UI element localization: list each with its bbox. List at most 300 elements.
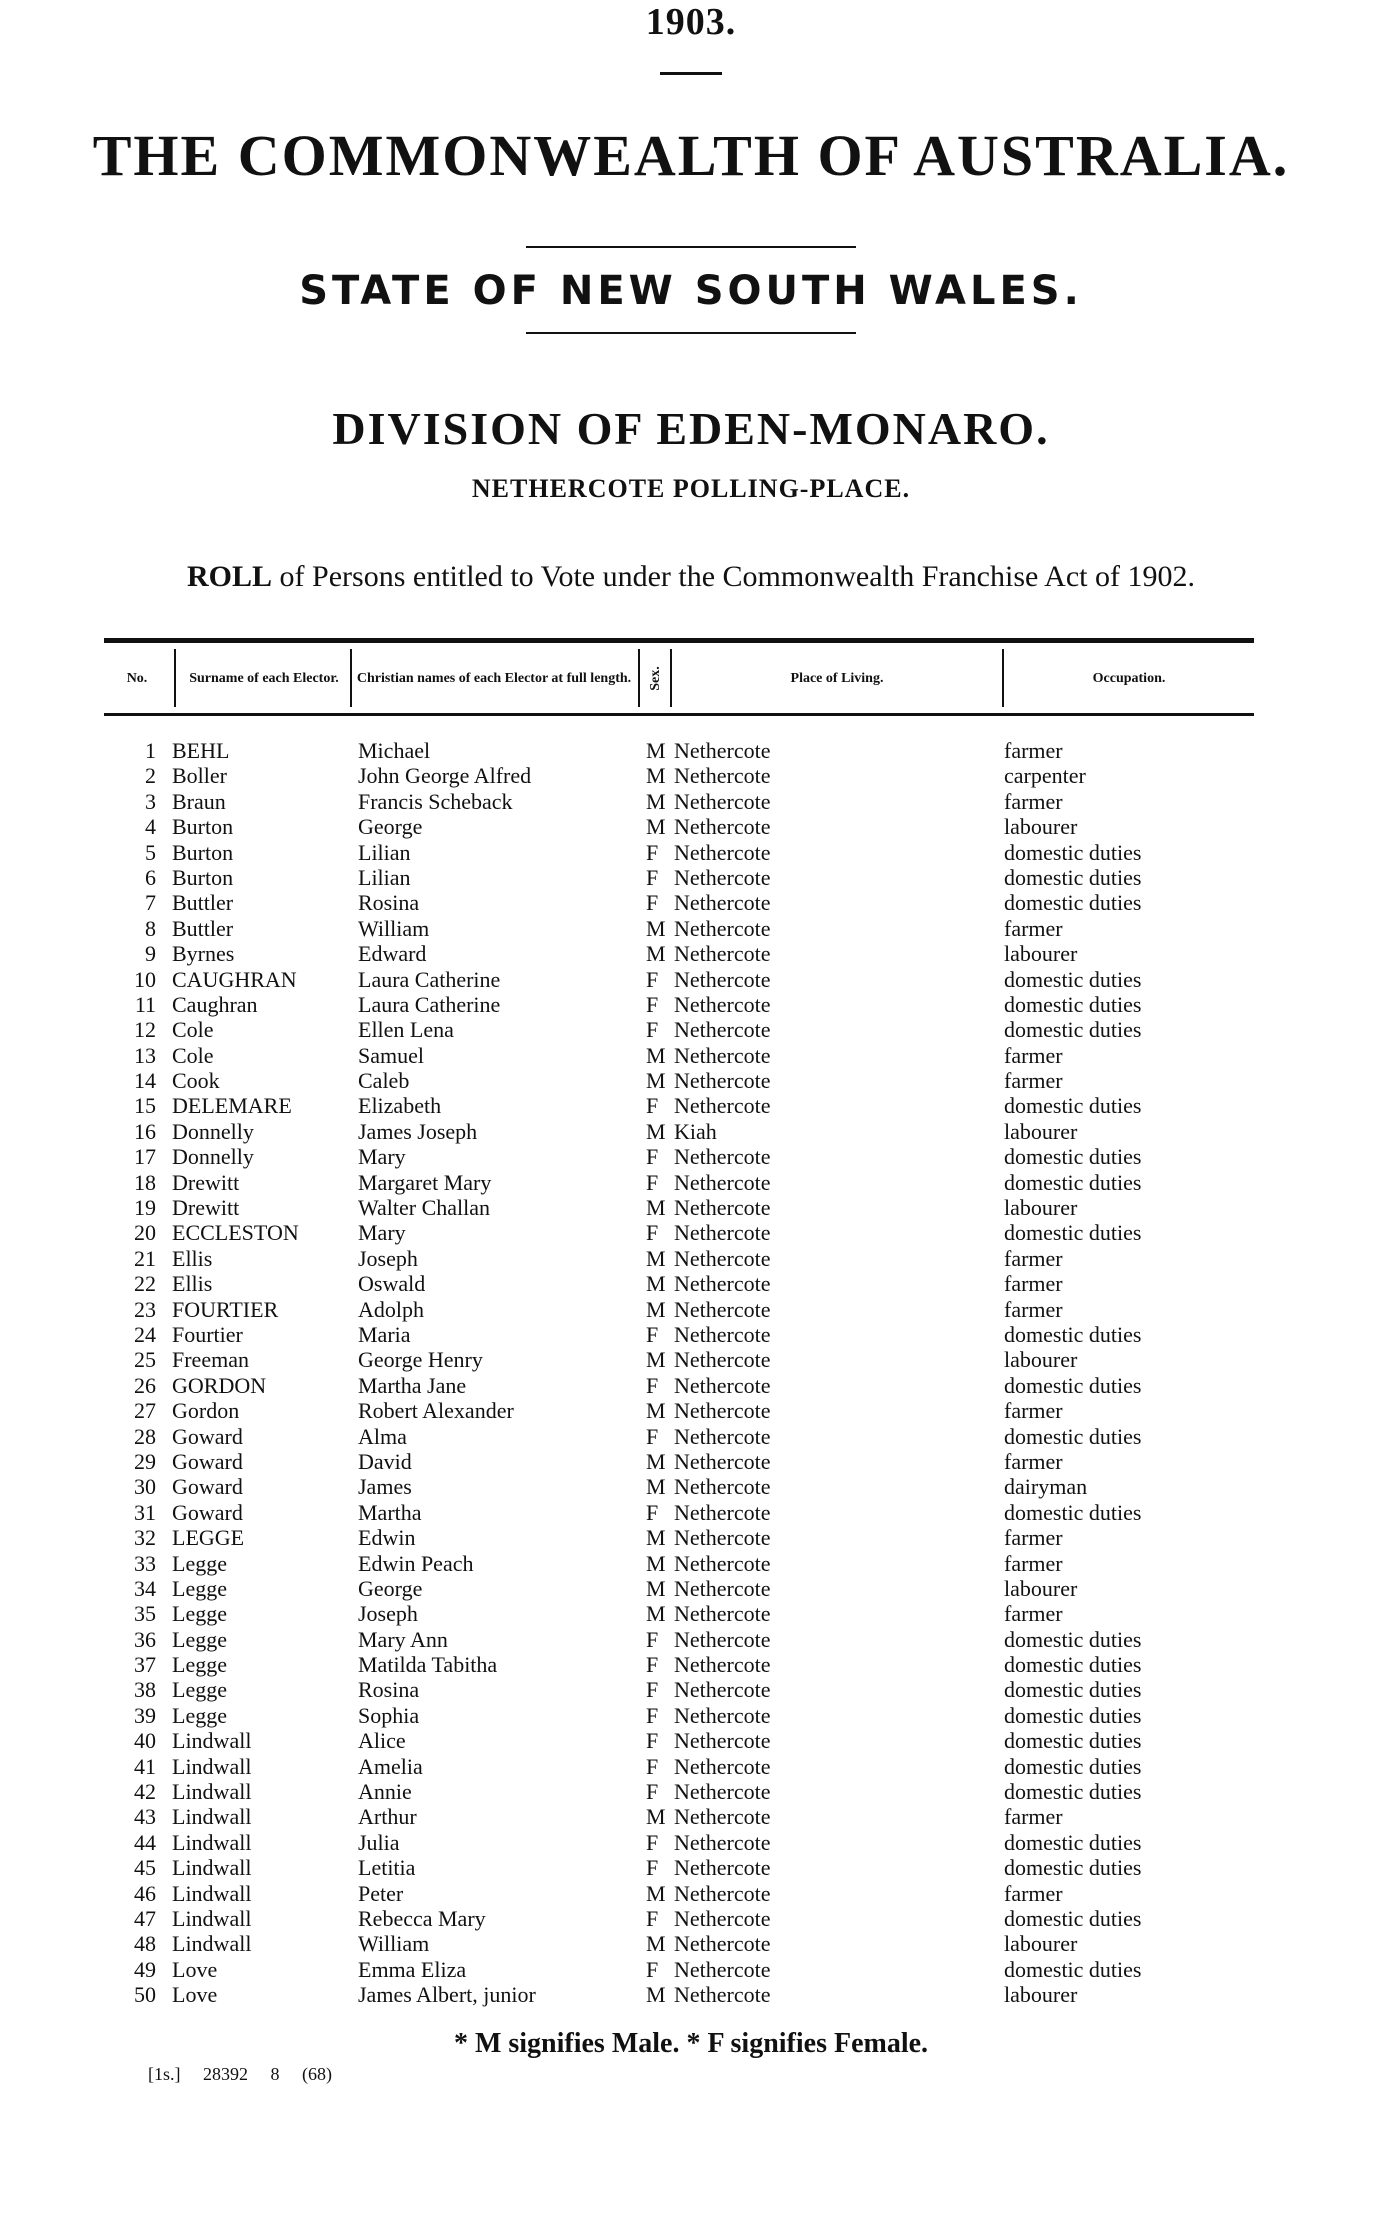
row-christian-names: Martha Jane [358, 1372, 467, 1398]
table-row [104, 1246, 1254, 1271]
row-christian-names: Alma [358, 1423, 407, 1449]
row-sex: M [646, 1296, 666, 1322]
row-occupation: carpenter [1004, 763, 1086, 789]
roll-word: ROLL [187, 560, 273, 593]
row-occupation: domestic duties [1004, 1321, 1142, 1347]
row-number: 34 [134, 1575, 156, 1601]
row-number: 44 [134, 1829, 156, 1855]
row-christian-names: Rosina [358, 1677, 420, 1703]
table-row [104, 1627, 1254, 1652]
table-row [104, 840, 1254, 865]
table-row [104, 1347, 1254, 1372]
row-surname: Freeman [172, 1347, 249, 1373]
row-number: 27 [134, 1398, 156, 1424]
row-occupation: domestic duties [1004, 1905, 1142, 1931]
row-place-of-living: Nethercote [674, 1068, 771, 1094]
row-place-of-living: Nethercote [674, 1982, 771, 2008]
row-number: 6 [145, 864, 156, 890]
row-number: 7 [145, 890, 156, 916]
row-occupation: labourer [1004, 1118, 1078, 1144]
state-heading: STATE OF NEW SOUTH WALES. [299, 268, 1083, 314]
table-row [104, 1576, 1254, 1601]
row-number: 31 [134, 1499, 156, 1525]
row-number: 33 [134, 1550, 156, 1576]
table-row [104, 1703, 1254, 1728]
row-place-of-living: Nethercote [674, 839, 771, 865]
row-place-of-living: Nethercote [674, 1779, 771, 1805]
row-place-of-living: Nethercote [674, 1448, 771, 1474]
row-number: 47 [134, 1905, 156, 1931]
table-row [104, 1424, 1254, 1449]
table-row [104, 865, 1254, 890]
row-place-of-living: Nethercote [674, 1398, 771, 1424]
row-sex: M [646, 738, 666, 763]
row-place-of-living: Nethercote [674, 890, 771, 916]
row-place-of-living: Nethercote [674, 1372, 771, 1398]
row-number: 11 [134, 991, 156, 1017]
row-christian-names: Laura Catherine [358, 966, 501, 992]
row-surname: Lindwall [172, 1728, 252, 1754]
table-row [104, 1881, 1254, 1906]
row-occupation: farmer [1004, 1271, 1063, 1297]
print-reference: [1s.] 28392 8 (68) [148, 2064, 332, 2084]
row-sex: M [646, 1195, 666, 1221]
row-surname: Legge [172, 1550, 227, 1576]
row-occupation: farmer [1004, 1398, 1063, 1424]
row-surname: BEHL [172, 738, 230, 763]
row-sex: M [646, 915, 666, 941]
table-row [104, 1779, 1254, 1804]
row-place-of-living: Nethercote [674, 1093, 771, 1119]
table-row [104, 814, 1254, 839]
row-occupation: dairyman [1004, 1474, 1088, 1500]
row-sex: F [646, 1321, 659, 1347]
row-number: 13 [134, 1042, 156, 1068]
row-place-of-living: Nethercote [674, 1575, 771, 1601]
row-surname: Lindwall [172, 1855, 252, 1881]
row-occupation: farmer [1004, 1448, 1063, 1474]
row-christian-names: David [358, 1448, 412, 1474]
row-surname: Drewitt [172, 1169, 240, 1195]
row-place-of-living: Nethercote [674, 1677, 771, 1703]
table-row [104, 1754, 1254, 1779]
row-christian-names: Francis Scheback [358, 788, 513, 814]
table-row [104, 1449, 1254, 1474]
row-occupation: domestic duties [1004, 1626, 1142, 1652]
row-occupation: domestic duties [1004, 1728, 1142, 1754]
row-christian-names: Joseph [358, 1601, 418, 1627]
row-number: 5 [145, 839, 156, 865]
divider [660, 72, 722, 75]
table-row [104, 1398, 1254, 1423]
row-sex: M [646, 1474, 666, 1500]
table-body [104, 738, 1254, 2008]
row-number: 24 [134, 1321, 156, 1347]
row-christian-names: Arthur [358, 1804, 417, 1830]
row-place-of-living: Nethercote [674, 1880, 771, 1906]
row-christian-names: Lilian [358, 839, 411, 865]
row-place-of-living: Nethercote [674, 814, 771, 840]
row-surname: Legge [172, 1601, 227, 1627]
row-place-of-living: Nethercote [674, 966, 771, 992]
row-surname: Cole [172, 1017, 214, 1043]
header-no: No. [126, 670, 148, 686]
row-place-of-living: Nethercote [674, 1271, 771, 1297]
row-surname: Goward [172, 1499, 243, 1525]
row-christian-names: Oswald [358, 1271, 426, 1297]
row-surname: Braun [172, 788, 226, 814]
row-place-of-living: Nethercote [674, 1220, 771, 1246]
divider [526, 332, 856, 334]
row-surname: Legge [172, 1702, 227, 1728]
row-christian-names: James Albert, junior [358, 1982, 536, 2008]
row-christian-names: Adolph [358, 1296, 424, 1322]
table-row [104, 1220, 1254, 1245]
row-surname: Cook [172, 1068, 220, 1094]
row-place-of-living: Nethercote [674, 1042, 771, 1068]
row-number: 20 [134, 1220, 156, 1246]
row-number: 18 [134, 1169, 156, 1195]
table-row [104, 1068, 1254, 1093]
row-number: 38 [134, 1677, 156, 1703]
table-row [104, 1525, 1254, 1550]
row-surname: Goward [172, 1423, 243, 1449]
row-number: 15 [134, 1093, 156, 1119]
row-surname: Lindwall [172, 1804, 252, 1830]
row-surname: Fourtier [172, 1321, 243, 1347]
table-row [104, 941, 1254, 966]
row-occupation: domestic duties [1004, 1093, 1142, 1119]
table-row [104, 1601, 1254, 1626]
row-sex: F [646, 1423, 659, 1449]
row-place-of-living: Nethercote [674, 1931, 771, 1957]
row-surname: DELEMARE [172, 1093, 292, 1119]
row-sex: M [646, 1880, 666, 1906]
row-occupation: farmer [1004, 738, 1063, 763]
row-christian-names: Samuel [358, 1042, 424, 1068]
roll-description-text: of Persons entitled to Vote under the Commonwealth Franchise Act of 1902. [272, 560, 1195, 593]
row-occupation: labourer [1004, 1195, 1078, 1221]
row-occupation: domestic duties [1004, 839, 1142, 865]
table-row [104, 967, 1254, 992]
row-occupation: farmer [1004, 1550, 1063, 1576]
table-row [104, 1043, 1254, 1068]
row-christian-names: Laura Catherine [358, 991, 501, 1017]
row-sex: F [646, 966, 659, 992]
row-place-of-living: Nethercote [674, 1753, 771, 1779]
row-place-of-living: Nethercote [674, 1499, 771, 1525]
table-row [104, 1119, 1254, 1144]
row-christian-names: Emma Eliza [358, 1956, 467, 1982]
row-number: 12 [134, 1017, 156, 1043]
row-occupation: farmer [1004, 1042, 1063, 1068]
row-surname: Legge [172, 1652, 227, 1678]
row-surname: Lindwall [172, 1779, 252, 1805]
row-place-of-living: Nethercote [674, 1804, 771, 1830]
row-sex: M [646, 1271, 666, 1297]
row-occupation: domestic duties [1004, 1779, 1142, 1805]
row-surname: Ellis [172, 1271, 213, 1297]
row-sex: F [646, 1829, 659, 1855]
row-occupation: labourer [1004, 1931, 1078, 1957]
row-sex: F [646, 1093, 659, 1119]
row-occupation: domestic duties [1004, 1169, 1142, 1195]
row-occupation: domestic duties [1004, 1753, 1142, 1779]
row-number: 3 [145, 788, 156, 814]
row-occupation: domestic duties [1004, 1652, 1142, 1678]
roll-description [0, 560, 1382, 594]
row-christian-names: Elizabeth [358, 1093, 442, 1119]
row-sex: F [646, 1753, 659, 1779]
row-surname: Ellis [172, 1245, 213, 1271]
row-number: 48 [134, 1931, 156, 1957]
row-sex: M [646, 1550, 666, 1576]
table-row [104, 1474, 1254, 1499]
row-surname: Burton [172, 814, 234, 840]
row-occupation: farmer [1004, 1804, 1063, 1830]
table-row [104, 1728, 1254, 1753]
table-header [104, 638, 1254, 716]
row-surname: Drewitt [172, 1195, 240, 1221]
table-row [104, 789, 1254, 814]
row-occupation: domestic duties [1004, 1499, 1142, 1525]
row-sex: F [646, 1144, 659, 1170]
row-number: 32 [134, 1525, 156, 1551]
row-sex: M [646, 1982, 666, 2008]
header-christian-names: Christian names of each Elector at full length. [356, 670, 632, 686]
header-sex [640, 643, 670, 713]
row-place-of-living: Nethercote [674, 941, 771, 967]
table-row [104, 1906, 1254, 1931]
row-place-of-living: Kiah [674, 1118, 717, 1144]
row-christian-names: Edward [358, 941, 427, 967]
row-occupation: domestic duties [1004, 1372, 1142, 1398]
row-sex: M [646, 1448, 666, 1474]
row-number: 22 [134, 1271, 156, 1297]
row-occupation: domestic duties [1004, 1956, 1142, 1982]
row-number: 41 [134, 1753, 156, 1779]
row-sex: F [646, 890, 659, 916]
row-sex: F [646, 1779, 659, 1805]
row-christian-names: Mary [358, 1144, 406, 1170]
row-occupation: labourer [1004, 1347, 1078, 1373]
table-row [104, 916, 1254, 941]
row-number: 35 [134, 1601, 156, 1627]
row-sex: F [646, 1905, 659, 1931]
row-sex: M [646, 788, 666, 814]
row-place-of-living: Nethercote [674, 1626, 771, 1652]
row-occupation: domestic duties [1004, 966, 1142, 992]
row-surname: FOURTIER [172, 1296, 279, 1322]
row-surname: Goward [172, 1448, 243, 1474]
row-number: 26 [134, 1372, 156, 1398]
row-surname: LEGGE [172, 1525, 245, 1551]
row-sex: M [646, 1398, 666, 1424]
row-christian-names: Michael [358, 738, 431, 763]
row-number: 30 [134, 1474, 156, 1500]
divider [526, 246, 856, 248]
row-surname: Legge [172, 1677, 227, 1703]
row-christian-names: Amelia [358, 1753, 423, 1779]
row-sex: M [646, 1601, 666, 1627]
row-surname: Love [172, 1982, 218, 2008]
row-number: 2 [145, 763, 156, 789]
row-occupation: farmer [1004, 915, 1063, 941]
row-sex: F [646, 1626, 659, 1652]
row-sex: F [646, 1372, 659, 1398]
table-row [104, 1144, 1254, 1169]
row-sex: M [646, 763, 666, 789]
row-surname: Cole [172, 1042, 214, 1068]
row-christian-names: Lilian [358, 864, 411, 890]
row-surname: Lindwall [172, 1931, 252, 1957]
row-place-of-living: Nethercote [674, 915, 771, 941]
table-row [104, 763, 1254, 788]
row-number: 42 [134, 1779, 156, 1805]
table-row [104, 1652, 1254, 1677]
table-row [104, 1500, 1254, 1525]
row-christian-names: Edwin [358, 1525, 416, 1551]
row-occupation: domestic duties [1004, 991, 1142, 1017]
row-sex: M [646, 1525, 666, 1551]
row-sex: F [646, 991, 659, 1017]
row-christian-names: Julia [358, 1829, 400, 1855]
row-place-of-living: Nethercote [674, 1728, 771, 1754]
table-row [104, 1931, 1254, 1956]
row-number: 46 [134, 1880, 156, 1906]
row-number: 28 [134, 1423, 156, 1449]
row-place-of-living: Nethercote [674, 1855, 771, 1881]
row-christian-names: Rosina [358, 890, 420, 916]
table-row [104, 1804, 1254, 1829]
row-sex: F [646, 1677, 659, 1703]
row-number: 10 [134, 966, 156, 992]
row-place-of-living: Nethercote [674, 1525, 771, 1551]
row-sex: F [646, 1220, 659, 1246]
row-christian-names: Matilda Tabitha [358, 1652, 498, 1678]
row-christian-names: William [358, 915, 430, 941]
row-sex: M [646, 941, 666, 967]
row-surname: Burton [172, 839, 234, 865]
row-christian-names: Mary Ann [358, 1626, 448, 1652]
row-occupation: domestic duties [1004, 1017, 1142, 1043]
row-christian-names: George [358, 1575, 423, 1601]
electoral-roll-table [104, 638, 1254, 2008]
row-place-of-living: Nethercote [674, 738, 771, 763]
row-number: 23 [134, 1296, 156, 1322]
row-number: 1 [145, 738, 156, 763]
row-place-of-living: Nethercote [674, 1423, 771, 1449]
row-sex: F [646, 1702, 659, 1728]
row-surname: ECCLESTON [172, 1220, 299, 1246]
header-place-of-living: Place of Living. [790, 670, 884, 686]
row-surname: Lindwall [172, 1753, 252, 1779]
row-place-of-living: Nethercote [674, 1144, 771, 1170]
year-heading: 1903. [645, 1, 737, 43]
row-surname: Lindwall [172, 1905, 252, 1931]
row-christian-names: George Henry [358, 1347, 483, 1373]
row-surname: Donnelly [172, 1144, 254, 1170]
row-place-of-living: Nethercote [674, 991, 771, 1017]
division-heading: DIVISION OF EDEN-MONARO. [332, 403, 1050, 454]
row-occupation: labourer [1004, 814, 1078, 840]
sex-footnote: * M signifies Male. * F signifies Female. [453, 2028, 929, 2059]
row-surname: Donnelly [172, 1118, 254, 1144]
row-christian-names: Rebecca Mary [358, 1905, 486, 1931]
row-occupation: labourer [1004, 1575, 1078, 1601]
row-place-of-living: Nethercote [674, 1017, 771, 1043]
column-divider [174, 649, 176, 707]
row-number: 16 [134, 1118, 156, 1144]
row-surname: Caughran [172, 991, 258, 1017]
row-sex: F [646, 1169, 659, 1195]
row-number: 14 [134, 1068, 156, 1094]
row-place-of-living: Nethercote [674, 1601, 771, 1627]
table-row [104, 1093, 1254, 1118]
table-row [104, 890, 1254, 915]
row-place-of-living: Nethercote [674, 1905, 771, 1931]
row-sex: F [646, 1499, 659, 1525]
row-sex: F [646, 1855, 659, 1881]
row-occupation: domestic duties [1004, 1423, 1142, 1449]
row-surname: Lindwall [172, 1829, 252, 1855]
table-row [104, 1957, 1254, 1982]
row-occupation: domestic duties [1004, 1220, 1142, 1246]
row-occupation: farmer [1004, 788, 1063, 814]
table-row [104, 1373, 1254, 1398]
row-christian-names: Walter Challan [358, 1195, 491, 1221]
row-occupation: domestic duties [1004, 1677, 1142, 1703]
row-christian-names: Letitia [358, 1855, 416, 1881]
row-sex: F [646, 1017, 659, 1043]
row-number: 39 [134, 1702, 156, 1728]
row-number: 4 [145, 814, 156, 840]
row-christian-names: George [358, 814, 423, 840]
row-place-of-living: Nethercote [674, 1652, 771, 1678]
row-christian-names: William [358, 1931, 430, 1957]
row-surname: GORDON [172, 1372, 267, 1398]
row-christian-names: Mary [358, 1220, 406, 1246]
row-christian-names: James [358, 1474, 412, 1500]
row-sex: M [646, 1347, 666, 1373]
polling-place-heading: NETHERCOTE POLLING-PLACE. [471, 474, 911, 503]
row-occupation: farmer [1004, 1245, 1063, 1271]
row-christian-names: Sophia [358, 1702, 420, 1728]
row-number: 49 [134, 1956, 156, 1982]
row-place-of-living: Nethercote [674, 1245, 771, 1271]
row-occupation: labourer [1004, 1982, 1078, 2008]
row-surname: Legge [172, 1626, 227, 1652]
row-christian-names: Alice [358, 1728, 406, 1754]
row-place-of-living: Nethercote [674, 788, 771, 814]
row-number: 43 [134, 1804, 156, 1830]
row-number: 37 [134, 1652, 156, 1678]
row-surname: Goward [172, 1474, 243, 1500]
column-divider [350, 649, 352, 707]
row-place-of-living: Nethercote [674, 1550, 771, 1576]
row-place-of-living: Nethercote [674, 1296, 771, 1322]
header-sex-label: Sex. [647, 665, 663, 691]
row-surname: Buttler [172, 890, 234, 916]
row-number: 45 [134, 1855, 156, 1881]
row-surname: Lindwall [172, 1880, 252, 1906]
row-place-of-living: Nethercote [674, 1702, 771, 1728]
row-christian-names: Ellen Lena [358, 1017, 454, 1043]
row-place-of-living: Nethercote [674, 1321, 771, 1347]
row-sex: F [646, 839, 659, 865]
row-place-of-living: Nethercote [674, 1347, 771, 1373]
row-sex: F [646, 864, 659, 890]
